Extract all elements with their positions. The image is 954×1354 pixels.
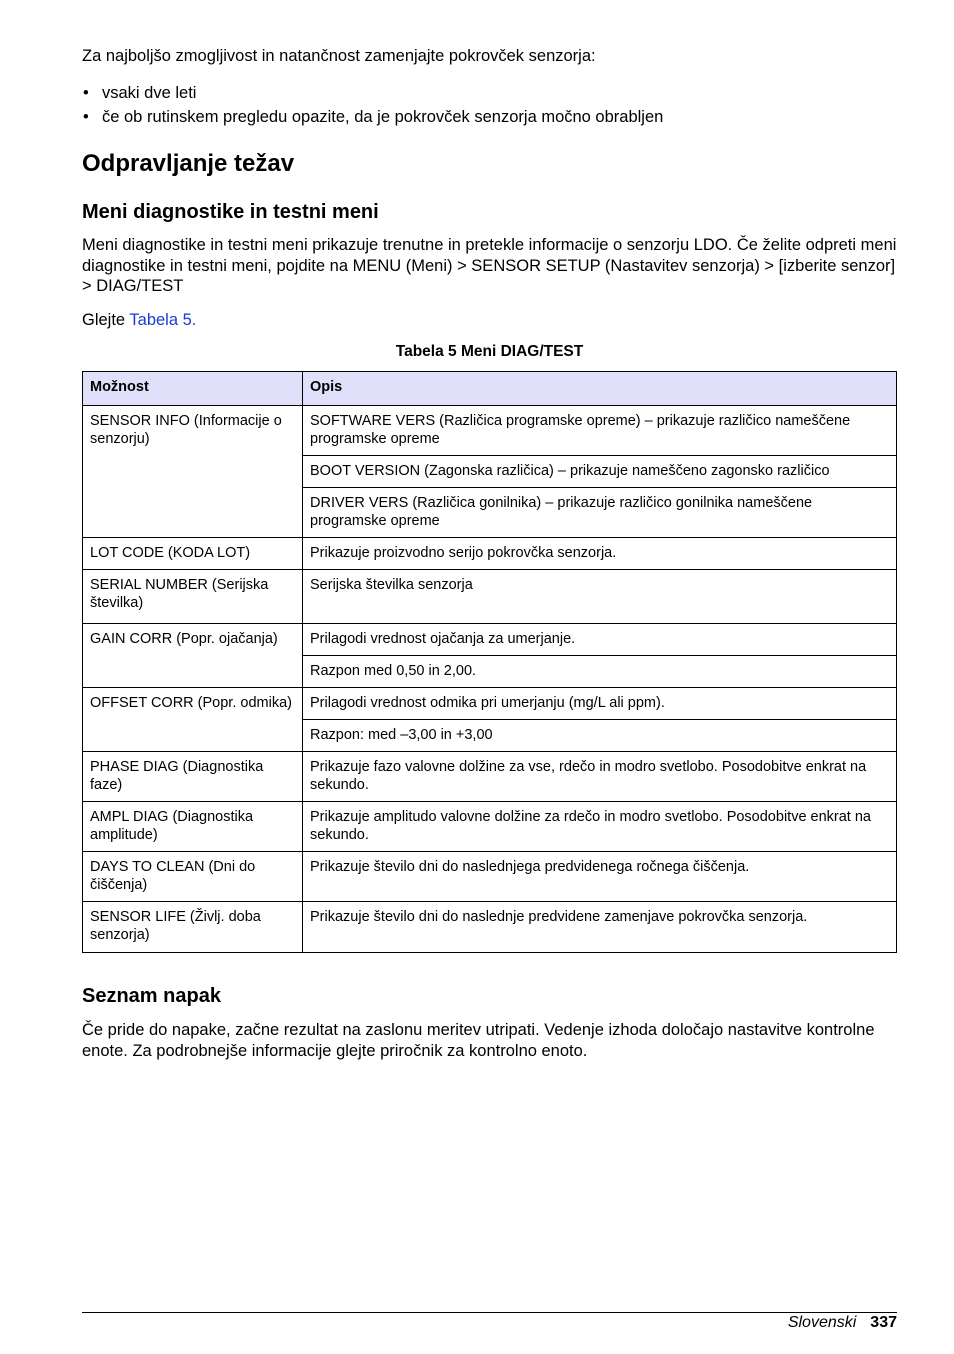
table-row	[83, 624, 897, 656]
section-heading-errors: Seznam napak	[82, 985, 221, 1007]
page-heading: Odpravljanje težav	[82, 150, 295, 177]
list-item: • vsaki dve leti	[83, 84, 197, 102]
table-row	[83, 802, 897, 852]
option-cell: SERIAL NUMBER (Serijska številka)	[83, 570, 303, 624]
see-reference: Glejte Tabela 5.	[82, 311, 197, 329]
intro-text: Za najboljšo zmogljivost in natančnost zamenjajte pokrovček senzorja:	[82, 47, 596, 65]
table-row	[83, 688, 897, 720]
table-row	[83, 406, 897, 456]
bullet-icon: •	[83, 108, 89, 126]
table-caption: Tabela 5 Meni DIAG/TEST	[395, 343, 584, 360]
description-cell: DRIVER VERS (Različica gonilnika) – prikazuje različico gonilnika nameščene programske opreme	[303, 488, 897, 538]
description-cell: Prikazuje število dni do naslednjega predvidenega ročnega čiščenja.	[303, 852, 897, 902]
description-cell: Prilagodi vrednost odmika pri umerjanju (mg/L ali ppm).	[303, 688, 897, 720]
footer-language: Slovenski	[787, 1314, 857, 1331]
option-cell: DAYS TO CLEAN (Dni do čiščenja)	[83, 852, 303, 902]
table-row	[83, 752, 897, 802]
page-footer	[788, 1312, 897, 1333]
table-row	[83, 902, 897, 953]
diag-test-table	[82, 371, 897, 953]
column-header-description: Opis	[303, 372, 897, 406]
table-row	[83, 852, 897, 902]
diagnostics-paragraph: Meni diagnostike in testni meni prikazuje trenutne in pretekle informacije o senzorju LDO. Če želite odpreti meni diagnostike in testni meni, pojdite na MENU (Meni) > SENSOR SETUP (Nastavitev senzorja) > [izberite senzor] > DIAG/TEST	[82, 236, 897, 295]
description-cell: Serijska številka senzorja	[303, 570, 897, 624]
description-cell: SOFTWARE VERS (Različica programske opreme) – prikazuje različico nameščene programske opreme	[303, 406, 897, 456]
table-header-row	[83, 372, 897, 406]
option-cell: SENSOR INFO (Informacije o senzorju)	[83, 406, 303, 538]
table-row	[83, 538, 897, 570]
list-item: • če ob rutinskem pregledu opazite, da je pokrovček senzorja močno obrabljen	[83, 108, 664, 126]
description-cell: Prikazuje proizvodno serijo pokrovčka senzorja.	[303, 538, 897, 570]
table-link[interactable]: Tabela 5	[129, 311, 192, 329]
section-heading-diagnostics: Meni diagnostike in testni meni	[82, 201, 379, 223]
description-cell: Prilagodi vrednost ojačanja za umerjanje.	[303, 624, 897, 656]
option-cell: SENSOR LIFE (Življ. doba senzorja)	[83, 902, 303, 953]
table-row	[83, 570, 897, 624]
errors-paragraph: Če pride do napake, začne rezultat na zaslonu meritev utripati. Vedenje izhoda določajo nastavitve kontrolne enote. Za podrobnejše informacije glejte priročnik za kontrolno enoto.	[82, 1021, 875, 1060]
option-cell: OFFSET CORR (Popr. odmika)	[83, 688, 303, 752]
description-cell: BOOT VERSION (Zagonska različica) – prikazuje nameščeno zagonsko različico	[303, 456, 897, 488]
description-cell: Prikazuje fazo valovne dolžine za vse, rdečo in modro svetlobo. Posodobitve enkrat na sekundo.	[303, 752, 897, 802]
column-header-option: Možnost	[83, 372, 303, 406]
description-cell: Prikazuje amplitudo valovne dolžine za rdečo in modro svetlobo. Posodobitve enkrat na sekundo.	[303, 802, 897, 852]
option-cell: AMPL DIAG (Diagnostika amplitude)	[83, 802, 303, 852]
option-cell: GAIN CORR (Popr. ojačanja)	[83, 624, 303, 688]
option-cell: LOT CODE (KODA LOT)	[83, 538, 303, 570]
bullet-icon: •	[83, 84, 89, 102]
footer-divider	[82, 1312, 897, 1313]
page-number: 337	[870, 1314, 897, 1331]
option-cell: PHASE DIAG (Diagnostika faze)	[83, 752, 303, 802]
bullet-list	[82, 83, 663, 131]
description-cell: Prikazuje število dni do naslednje predvidene zamenjave pokrovčka senzorja.	[303, 902, 897, 953]
description-cell: Razpon med 0,50 in 2,00.	[303, 656, 897, 688]
description-cell: Razpon: med –3,00 in +3,00	[303, 720, 897, 752]
